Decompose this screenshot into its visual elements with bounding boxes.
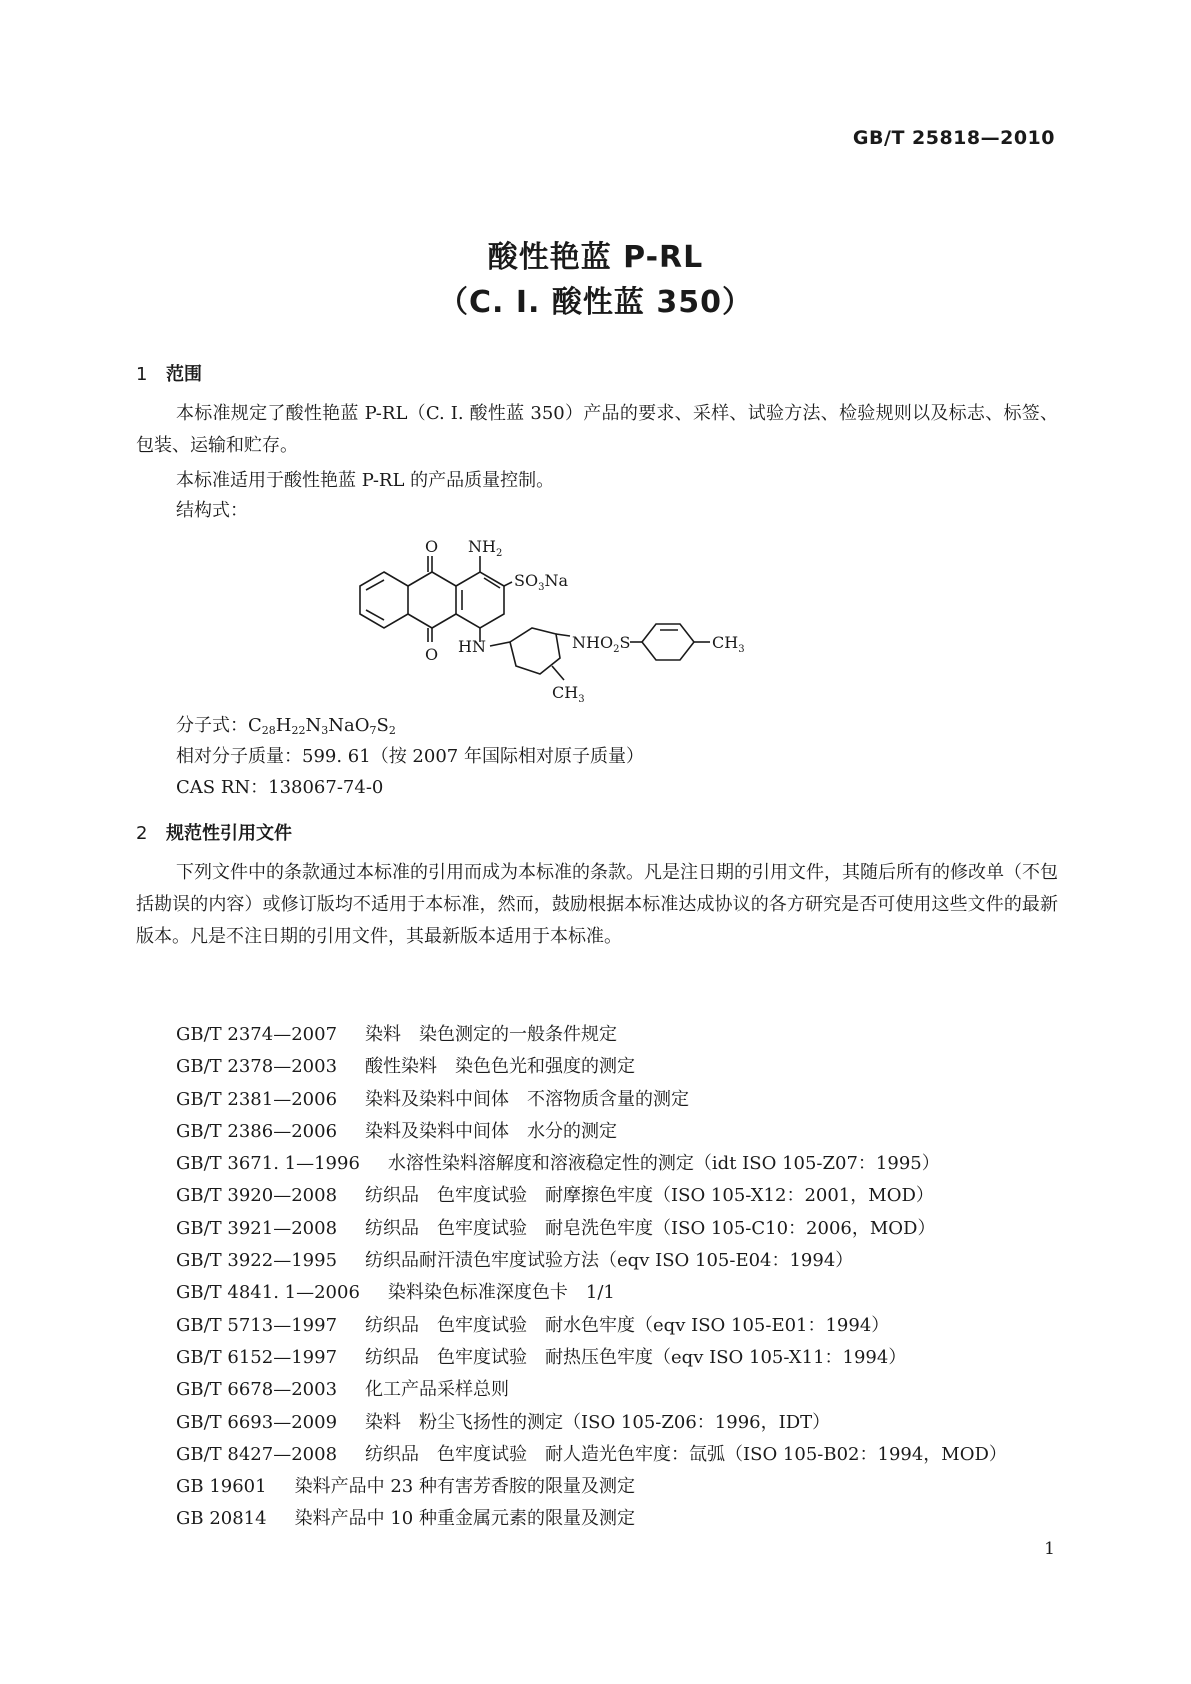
bond-ch3-bottom [552,666,564,680]
reference-item [176,1342,1007,1374]
page-number: 1 [1044,1539,1055,1559]
reference-title: 染料产品中 10 种重金属元素的限量及测定 [294,1508,635,1530]
formula-value: $C_{28}H_{22}N_3NaO_7S_2$ [248,715,396,737]
reference-list [176,1019,1007,1536]
document-title: 酸性艳蓝 P-RL [487,240,704,275]
reference-code: GB/T 4841. 1—2006 [176,1282,360,1304]
reference-item [176,1180,1007,1212]
section-2-heading [136,819,292,845]
reference-code: GB/T 3922—1995 [176,1250,338,1272]
reference-item [176,1051,1007,1083]
section-number: 2 [136,823,148,844]
molecular-mass: 相对分子质量：599. 61（按 2007 年国际相对原子质量） [176,746,644,767]
structure-label: 结构式： [176,500,248,521]
reference-title: 纺织品耐汗渍色牢度试验方法（eqv ISO 105-E04：1994） [365,1250,854,1272]
reference-item [176,1407,1007,1439]
scope-paragraph: 本标准规定了酸性艳蓝 P-RL（C. I. 酸性蓝 350）产品的要求、采样、试验方法、检验规则以及标志、标签、包装、运输和贮存。 [136,403,1058,456]
reference-code: GB/T 6693—2009 [176,1411,338,1433]
reference-item [176,1245,1007,1277]
reference-item [176,1019,1007,1051]
bond-so3na [504,582,512,586]
reference-code: GB/T 2386—2006 [176,1120,338,1142]
reference-title: 染料 粉尘飞扬性的测定（ISO 105-Z06：1996，IDT） [365,1411,831,1433]
reference-title: 染料染色标准深度色卡 1/1 [387,1282,615,1304]
section-1-heading [136,360,202,386]
scope-applicability: 本标准适用于酸性艳蓝 P-RL 的产品质量控制。 [176,470,555,491]
ring-mid-top-left [408,572,432,586]
reference-item [176,1148,1007,1180]
reference-title: 纺织品 色牢度试验 耐摩擦色牢度（ISO 105-X12：2001，MOD） [365,1185,934,1207]
ring-mid-top-right [432,572,456,586]
ring-mid-bottom-left [408,614,432,628]
reference-title: 纺织品 色牢度试验 耐热压色牢度（eqv ISO 105-X11：1994） [365,1346,907,1368]
label-ch3-bottom: $CH_3$ [552,683,585,705]
reference-code: GB/T 2381—2006 [176,1088,338,1110]
label-o-top: O [425,537,439,556]
reference-item [176,1084,1007,1116]
reference-code: GB 20814 [176,1508,267,1530]
reference-title: 水溶性染料溶解度和溶液稳定性的测定（idt ISO 105-Z07：1995） [387,1153,940,1175]
label-o-bottom: O [425,645,439,664]
reference-title: 染料产品中 23 种有害芳香胺的限量及测定 [294,1476,635,1498]
reference-code: GB/T 2374—2007 [176,1024,338,1045]
reference-title: 酸性染料 染色色光和强度的测定 [365,1056,636,1078]
reference-item [176,1277,1007,1309]
ring-right [456,572,504,628]
label-nh2: $NH_2$ [468,537,503,559]
reference-title: 纺织品 色牢度试验 耐皂洗色牢度（ISO 105-C10：2006，MOD） [365,1217,936,1239]
cas-number: CAS RN：138067-74-0 [176,777,384,798]
reference-item [176,1439,1007,1471]
document-subtitle: （C. I. 酸性蓝 350） [438,285,753,320]
bond-hn-ring [490,642,510,646]
reference-code: GB/T 6678—2003 [176,1379,338,1401]
reference-code: GB/T 3671. 1—1996 [176,1153,360,1175]
reference-item [176,1116,1007,1148]
reference-title: 染料 染色测定的一般条件规定 [365,1024,618,1045]
references-intro: 下列文件中的条款通过本标准的引用而成为本标准的条款。凡是注日期的引用文件，其随后所有的修改单（不包括勘误的内容）或修订版均不适用于本标准，然而，鼓励根据本标准达成协议的各方研究是否可使用这些文件的最新版本。凡是不注日期的引用文件，其最新版本适用于本标准。 [136,862,1058,947]
molecular-formula [176,711,396,737]
reference-code: GB/T 3921—2008 [176,1217,338,1239]
structural-formula [380,537,800,705]
bond-nhso2 [556,634,570,636]
reference-code: GB/T 2378—2003 [176,1056,338,1078]
reference-code: GB/T 5713—1997 [176,1314,338,1336]
reference-code: GB 19601 [176,1476,267,1498]
standard-code: GB/T 25818—2010 [852,127,1055,149]
label-nhso2s: $NHO_2S$ [572,633,631,655]
reference-title: 染料及染料中间体 不溶物质含量的测定 [365,1088,690,1110]
label-ch3-right: $CH_3$ [712,633,745,655]
reference-item [176,1471,1007,1503]
reference-title: 染料及染料中间体 水分的测定 [365,1120,618,1142]
reference-item [176,1213,1007,1245]
label-hn: HN [458,637,486,656]
ring-mid-bottom-right [432,614,456,628]
formula-label: 分子式： [176,715,248,736]
reference-code: GB/T 3920—2008 [176,1185,338,1207]
reference-code: GB/T 6152—1997 [176,1346,338,1368]
section-number: 1 [136,364,148,385]
label-so3na: $SO_3Na$ [514,571,568,593]
reference-title: 化工产品采样总则 [365,1379,510,1401]
reference-item [176,1310,1007,1342]
section-title: 规范性引用文件 [166,823,292,844]
reference-title: 纺织品 色牢度试验 耐人造光色牢度：氙弧（ISO 105-B02：1994，MOD） [365,1443,1007,1465]
reference-code: GB/T 8427—2008 [176,1443,338,1465]
reference-title: 纺织品 色牢度试验 耐水色牢度（eqv ISO 105-E01：1994） [365,1314,890,1336]
reference-item [176,1503,1007,1535]
reference-item [176,1374,1007,1406]
section-title: 范围 [166,364,202,385]
